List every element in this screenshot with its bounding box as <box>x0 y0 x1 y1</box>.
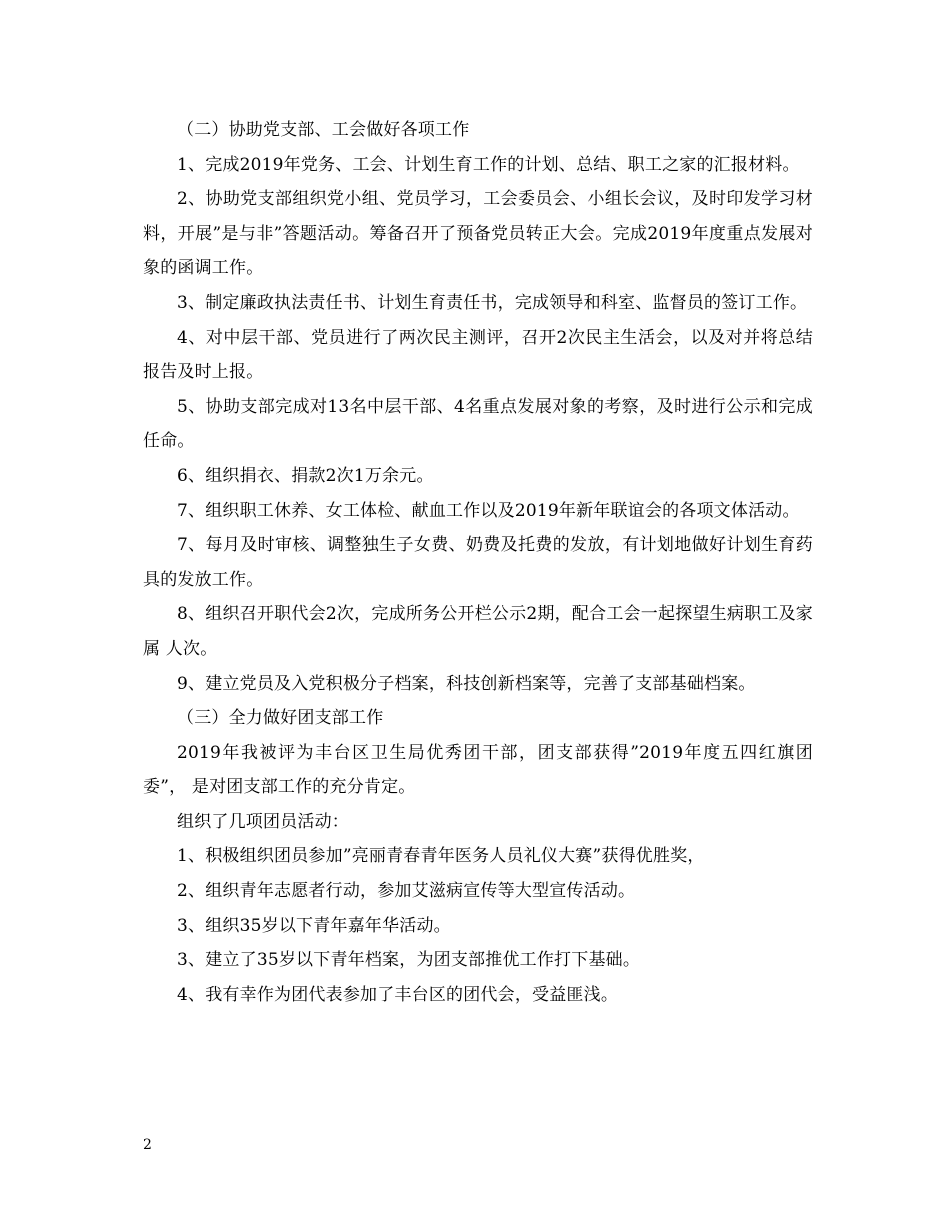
paragraph: 3、组织35岁以下青年嘉年华活动。 <box>177 915 451 936</box>
section-heading-3: （三）全力做好团支部工作 <box>177 708 384 729</box>
paragraph: 2、组织青年志愿者行动，参加艾滋病宣传等大型宣传活动。 <box>177 881 636 902</box>
paragraph: 4、对中层干部、党员进行了两次民主测评，召开2次民主生活会，以及对并将总结报告及时上报。 <box>143 327 813 383</box>
paragraph: 5、协助支部完成对13名中层干部、4名重点发展对象的考察，及时进行公示和完成任命。 <box>143 396 813 452</box>
paragraph: 组织了几项团员活动： <box>177 811 349 832</box>
paragraph: 7、组织职工休养、女工体检、献血工作以及2019年新年联谊会的各项文体活动。 <box>177 500 800 521</box>
document-body <box>143 113 813 1012</box>
paragraph: 6、组织捐衣、捐款2次1万余元。 <box>177 465 434 486</box>
paragraph: 7、每月及时审核、调整独生子女费、奶费及托费的发放，有计划地做好计划生育药具的发放工作。 <box>143 535 813 590</box>
paragraph: 8、组织召开职代会2次，完成所务公开栏公示2期，配合工会一起探望生病职工及家属 人次。 <box>143 604 813 659</box>
paragraph: 1、积极组织团员参加”亮丽青春青年医务人员礼仪大赛”获得优胜奖， <box>177 846 705 867</box>
section-heading-2: （二）协助党支部、工会做好各项工作 <box>177 120 470 140</box>
paragraph: 4、我有幸作为团代表参加了丰台区的团代会，受益匪浅。 <box>177 984 619 1005</box>
page-number: 2 <box>143 1137 152 1153</box>
paragraph: 3、制定廉政执法责任书、计划生育责任书，完成领导和科室、监督员的签订工作。 <box>177 292 808 313</box>
paragraph: 2、协助党支部组织党小组、党员学习，工会委员会、小组长会议，及时印发学习材料，开展”是与非”答题活动。筹备召开了预备党员转正大会。完成2019年度重点发展对象的函调工作。 <box>143 189 813 279</box>
paragraph: 2019年我被评为丰台区卫生局优秀团干部，团支部获得”2019年度五四红旗团委”， 是对团支部工作的充分肯定。 <box>143 742 813 798</box>
paragraph: 9、建立党员及入党积极分子档案，科技创新档案等，完善了支部基础档案。 <box>177 673 756 694</box>
paragraph: 3、建立了35岁以下青年档案，为团支部推优工作打下基础。 <box>177 950 641 971</box>
paragraph: 1、完成2019年党务、工会、计划生育工作的计划、总结、职工之家的汇报材料。 <box>177 154 800 175</box>
